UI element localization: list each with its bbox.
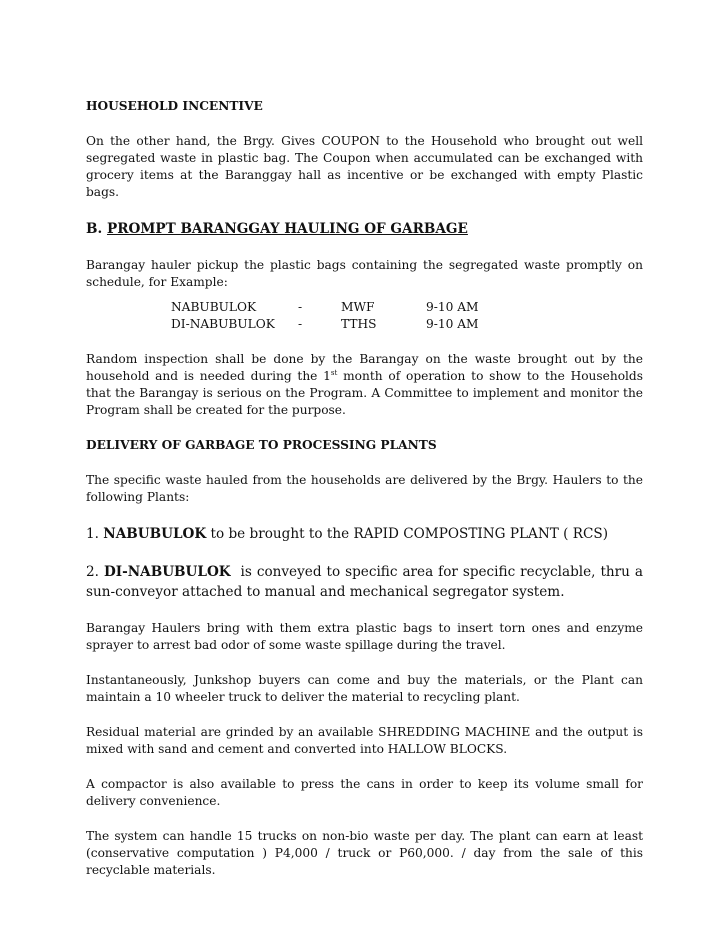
section-b-prefix: B.: [86, 221, 107, 237]
item-number: 2.: [86, 564, 104, 580]
inspection-text-b: month of operation to show to the Households that the Barangay is serious on the Program. A Committee to implement and monitor the Program shall be created for the purpose.: [86, 369, 643, 417]
section-b-heading: [86, 219, 643, 239]
schedule-days: MWF: [341, 300, 375, 314]
schedule-dash: -: [298, 300, 303, 314]
inspection-superscript: st: [330, 368, 338, 377]
section-b-intro: Barangay hauler pickup the plastic bags containing the segregated waste promptly on schedule, for Example:: [86, 258, 643, 289]
schedule-time: 9-10 AM: [426, 300, 479, 314]
schedule-time: 9-10 AM: [426, 317, 479, 331]
schedule-dash: -: [298, 317, 303, 331]
schedule-row: [171, 299, 479, 316]
inspection-paragraph: [86, 351, 643, 419]
item-number: 1.: [86, 526, 104, 542]
delivery-paragraph: Residual material are grinded by an available SHREDDING MACHINE and the output is mixed with sand and cement and converted into HALLOW BLOCKS.: [86, 725, 643, 756]
inspection-text-a: Random inspection shall be done by the Barangay on the waste brought out by the household and is needed during the 1: [86, 352, 643, 383]
delivery-paragraph: A compactor is also available to press the cans in order to keep its volume small for delivery convenience.: [86, 777, 643, 808]
schedule-days: TTHS: [341, 317, 377, 331]
item-text: to be brought to the RAPID COMPOSTING PLANT ( RCS): [206, 526, 608, 542]
household-incentive-heading: HOUSEHOLD INCENTIVE: [86, 99, 263, 113]
delivery-paragraph: Barangay Haulers bring with them extra plastic bags to insert torn ones and enzyme sprayer to arrest bad odor of some waste spillage during the travel.: [86, 621, 643, 652]
delivery-heading: DELIVERY OF GARBAGE TO PROCESSING PLANTS: [86, 438, 437, 452]
delivery-item-nabubulok: [86, 524, 643, 544]
delivery-paragraph: Instantaneously, Junkshop buyers can come and buy the materials, or the Plant can maintain a 10 wheeler truck to deliver the material to recycling plant.: [86, 673, 643, 704]
item-text: is conveyed to specific area for specific recyclable, thru a sun-conveyor attached to manual and mechanical segregator system.: [86, 564, 648, 600]
section-b-title: PROMPT BARANGGAY HAULING OF GARBAGE: [106, 221, 468, 237]
household-incentive-paragraph: On the other hand, the Brgy. Gives COUPON to the Household who brought out well segregated waste in plastic bag. The Coupon when accumulated can be exchanged with grocery items at the Baranggay hall as incentive or be exchanged with empty Plastic bags.: [86, 134, 643, 199]
delivery-item-di-nabubulok: [86, 562, 648, 602]
schedule-type: NABUBULOK: [171, 300, 257, 314]
item-label: DI-NABUBULOK: [103, 564, 231, 580]
item-label: NABUBULOK: [103, 526, 207, 542]
schedule-type: DI-NABUBULOK: [171, 317, 275, 331]
delivery-intro: The specific waste hauled from the households are delivered by the Brgy. Haulers to the following Plants:: [86, 473, 643, 504]
delivery-paragraph: The system can handle 15 trucks on non-bio waste per day. The plant can earn at least (conservative computation ) P4,000 / truck or P60,000. / day from the sale of this recyclable materials.: [86, 829, 643, 877]
schedule-table: [171, 299, 479, 333]
schedule-row: [171, 316, 479, 333]
document-page: [86, 98, 648, 879]
